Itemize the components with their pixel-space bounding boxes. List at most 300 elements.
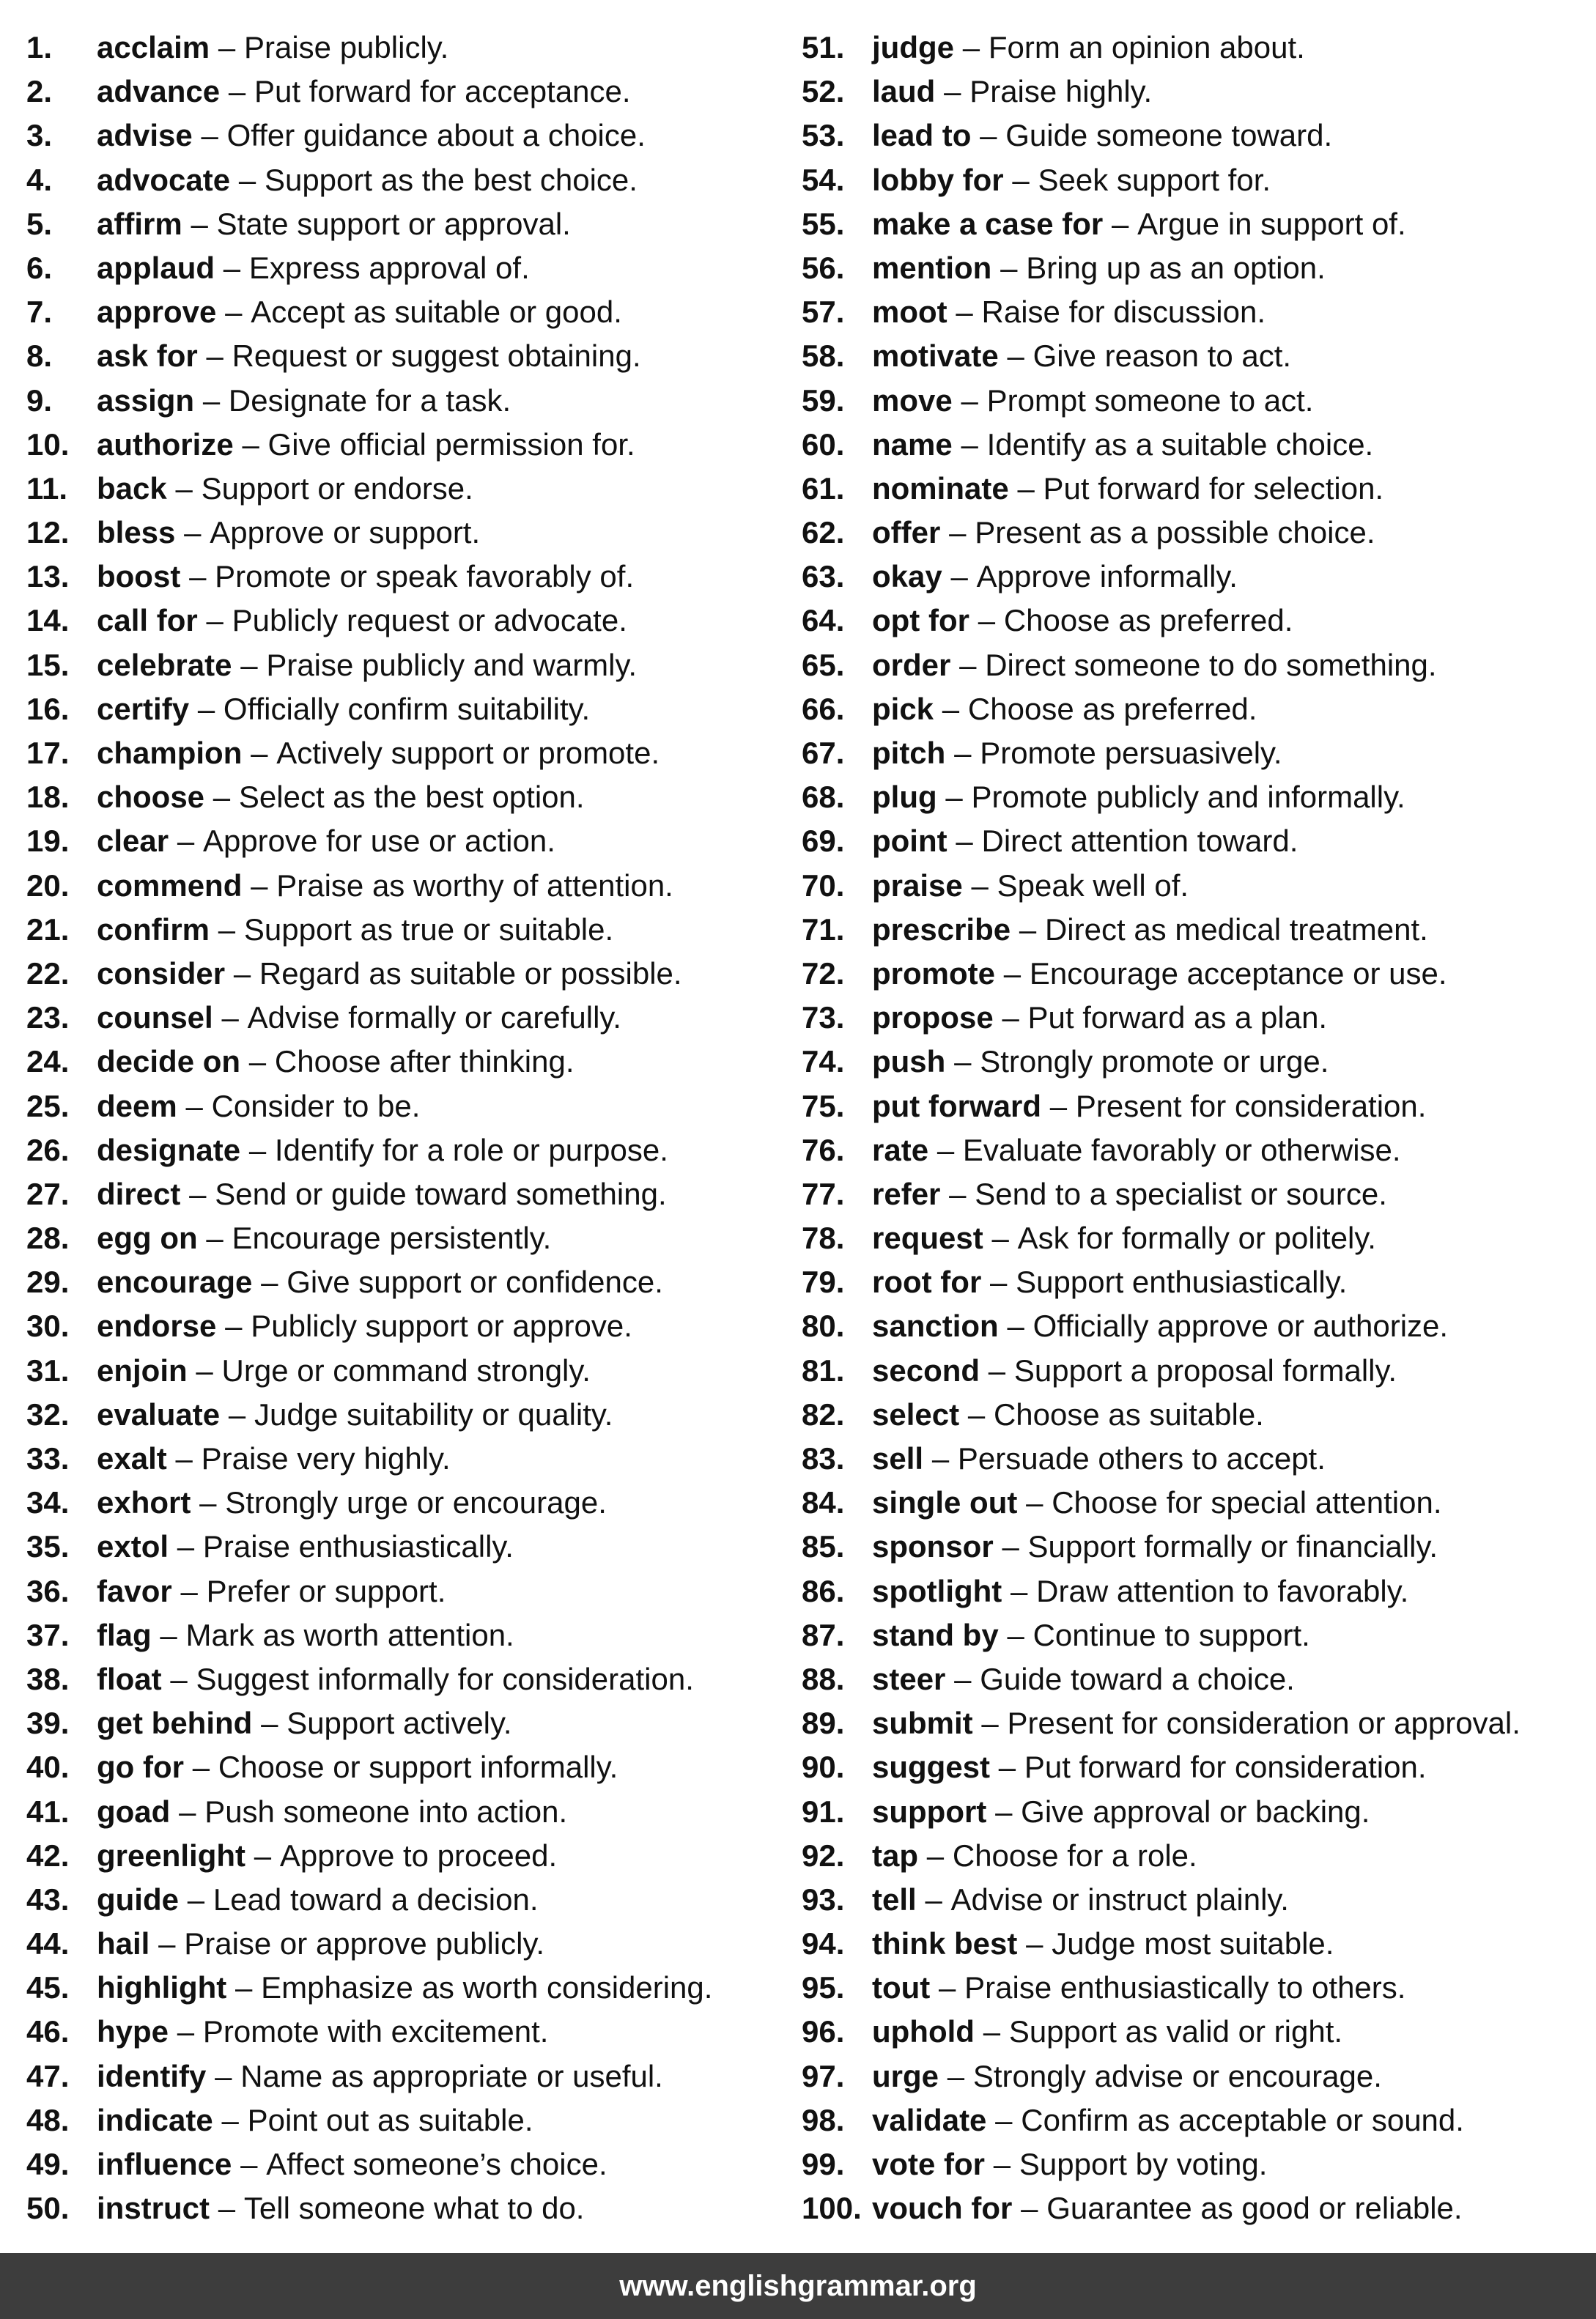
- list-item: [26, 114, 802, 158]
- list-item: [26, 202, 802, 246]
- item-definition: Praise enthusiastically to others.: [964, 1970, 1406, 2005]
- word-list: [26, 26, 1573, 2230]
- item-word: advise: [97, 118, 193, 153]
- item-definition: Choose after thinking.: [274, 1044, 575, 1079]
- item-definition: Argue in support of.: [1137, 206, 1406, 241]
- item-separator: –: [225, 1309, 243, 1344]
- item-number: 88.: [802, 1661, 845, 1696]
- item-definition: Express approval of.: [248, 250, 530, 285]
- item-word: clear: [97, 824, 169, 859]
- item-definition: Select as the best option.: [238, 780, 585, 815]
- item-number: 68.: [802, 780, 845, 815]
- list-item: [802, 599, 1571, 643]
- item-definition: Encourage acceptance or use.: [1029, 955, 1447, 991]
- list-item: [26, 1613, 802, 1657]
- item-definition: Evaluate favorably or otherwise.: [962, 1132, 1401, 1167]
- item-number: 96.: [802, 2014, 845, 2049]
- item-separator: –: [945, 780, 963, 815]
- item-definition: Confirm as acceptable or sound.: [1021, 2102, 1464, 2137]
- item-separator: –: [971, 868, 989, 903]
- item-definition: Praise publicly.: [243, 30, 449, 64]
- item-separator: –: [233, 955, 251, 991]
- item-number: 23.: [26, 1000, 70, 1035]
- item-separator: –: [950, 559, 968, 594]
- list-item: [802, 114, 1571, 158]
- item-word: celebrate: [97, 647, 232, 682]
- item-definition: State support or approval.: [216, 206, 571, 241]
- item-definition: Persuade others to accept.: [957, 1441, 1326, 1476]
- item-definition: Praise publicly and warmly.: [266, 647, 638, 682]
- item-definition: Actively support or promote.: [276, 736, 660, 770]
- list-item: [802, 1878, 1571, 1922]
- list-item: [802, 334, 1571, 378]
- item-number: 35.: [26, 1529, 70, 1564]
- item-word: moot: [872, 295, 947, 330]
- item-number: 1.: [26, 30, 53, 64]
- item-separator: –: [1003, 955, 1021, 991]
- list-item: [26, 1569, 802, 1613]
- item-number: 72.: [802, 955, 845, 991]
- item-number: 31.: [26, 1353, 70, 1388]
- item-definition: Choose for a role.: [952, 1838, 1197, 1873]
- list-item: [802, 996, 1571, 1040]
- item-word: think best: [872, 1926, 1018, 1961]
- item-separator: –: [1012, 162, 1030, 197]
- item-definition: Give official permission for.: [267, 426, 635, 462]
- item-separator: –: [936, 1132, 955, 1167]
- item-number: 15.: [26, 647, 70, 682]
- list-item: [26, 2054, 802, 2098]
- item-number: 97.: [802, 2058, 845, 2093]
- item-definition: Choose or support informally.: [218, 1750, 618, 1785]
- item-number: 53.: [802, 118, 845, 153]
- item-definition: Put forward for acceptance.: [254, 74, 631, 109]
- item-word: spotlight: [872, 1573, 1002, 1608]
- item-word: okay: [872, 559, 942, 594]
- item-number: 14.: [26, 603, 70, 638]
- item-separator: –: [179, 1794, 196, 1829]
- item-separator: –: [944, 74, 961, 109]
- item-definition: Support formally or financially.: [1027, 1529, 1438, 1564]
- item-word: acclaim: [97, 30, 210, 64]
- item-word: endorse: [97, 1309, 217, 1344]
- item-separator: –: [1111, 206, 1129, 241]
- item-separator: –: [961, 426, 978, 462]
- item-definition: Emphasize as worth considering.: [261, 1970, 713, 2005]
- item-word: laud: [872, 74, 936, 109]
- list-item: [26, 643, 802, 687]
- item-definition: Prefer or support.: [206, 1573, 446, 1608]
- item-number: 19.: [26, 824, 70, 859]
- list-item: [802, 158, 1571, 202]
- item-separator: –: [1007, 339, 1024, 374]
- item-separator: –: [228, 74, 246, 109]
- list-item: [802, 643, 1571, 687]
- item-separator: –: [218, 30, 236, 64]
- list-item: [802, 1128, 1571, 1172]
- list-item: [26, 2186, 802, 2230]
- item-word: urge: [872, 2058, 939, 2093]
- list-item: [802, 1966, 1571, 2010]
- item-definition: Strongly advise or encourage.: [972, 2058, 1382, 2093]
- item-word: lobby for: [872, 162, 1004, 197]
- item-separator: –: [221, 1000, 239, 1035]
- item-word: select: [872, 1397, 960, 1432]
- item-word: hype: [97, 2014, 169, 2049]
- item-separator: –: [988, 1353, 1006, 1388]
- item-word: commend: [97, 868, 243, 903]
- item-separator: –: [981, 1706, 999, 1741]
- item-separator: –: [215, 2058, 232, 2093]
- item-word: steer: [872, 1661, 946, 1696]
- item-word: tell: [872, 1882, 917, 1917]
- item-separator: –: [160, 1617, 177, 1652]
- item-definition: Support as valid or right.: [1008, 2014, 1343, 2049]
- item-number: 29.: [26, 1265, 70, 1300]
- item-definition: Present as a possible choice.: [975, 515, 1375, 550]
- item-definition: Continue to support.: [1032, 1617, 1310, 1652]
- item-word: pick: [872, 691, 934, 726]
- item-separator: –: [192, 1750, 210, 1785]
- item-definition: Praise or approve publicly.: [184, 1926, 545, 1961]
- item-word: tap: [872, 1838, 918, 1873]
- item-definition: Guarantee as good or reliable.: [1046, 2191, 1463, 2226]
- item-definition: Put forward as a plan.: [1027, 1000, 1328, 1035]
- list-item: [802, 2142, 1571, 2186]
- item-number: 7.: [26, 295, 53, 330]
- list-item: [26, 334, 802, 378]
- item-definition: Support or endorse.: [201, 470, 473, 506]
- item-word: hail: [97, 1926, 150, 1961]
- item-number: 8.: [26, 339, 53, 374]
- list-item: [26, 819, 802, 863]
- item-word: decide on: [97, 1044, 241, 1079]
- item-number: 28.: [26, 1221, 70, 1256]
- item-number: 56.: [802, 250, 845, 285]
- item-separator: –: [947, 2058, 965, 2093]
- item-separator: –: [206, 1221, 223, 1256]
- item-definition: Praise highly.: [969, 74, 1153, 109]
- list-item: [802, 379, 1571, 423]
- item-word: sell: [872, 1441, 924, 1476]
- item-number: 66.: [802, 691, 845, 726]
- item-number: 47.: [26, 2058, 70, 2093]
- item-number: 57.: [802, 295, 845, 330]
- item-separator: –: [1049, 1088, 1068, 1123]
- item-number: 63.: [802, 559, 845, 594]
- item-definition: Officially approve or authorize.: [1032, 1309, 1449, 1344]
- item-number: 69.: [802, 824, 845, 859]
- item-separator: –: [925, 1882, 942, 1917]
- item-word: encourage: [97, 1265, 253, 1300]
- item-separator: –: [990, 1265, 1008, 1300]
- item-separator: –: [954, 1044, 972, 1079]
- item-separator: –: [242, 426, 259, 462]
- item-number: 17.: [26, 736, 70, 770]
- item-number: 75.: [802, 1088, 845, 1123]
- item-word: approve: [97, 295, 217, 330]
- item-word: sanction: [872, 1309, 999, 1344]
- item-separator: –: [248, 1044, 267, 1079]
- item-number: 32.: [26, 1397, 70, 1432]
- item-number: 61.: [802, 470, 845, 506]
- list-item: [26, 555, 802, 599]
- item-word: deem: [97, 1088, 177, 1123]
- item-number: 16.: [26, 691, 70, 726]
- item-word: boost: [97, 559, 181, 594]
- item-number: 50.: [26, 2191, 70, 2226]
- item-word: submit: [872, 1706, 973, 1741]
- list-item: [802, 1834, 1571, 1878]
- item-word: instruct: [97, 2191, 210, 2226]
- item-definition: Raise for discussion.: [981, 295, 1266, 330]
- item-separator: –: [187, 1882, 205, 1917]
- item-word: suggest: [872, 1750, 991, 1785]
- item-separator: –: [1011, 1573, 1028, 1608]
- item-separator: –: [261, 1265, 278, 1300]
- list-item: [26, 379, 802, 423]
- list-item: [26, 2142, 802, 2186]
- list-item: [802, 1481, 1571, 1525]
- item-word: offer: [872, 515, 941, 550]
- list-item: [802, 1569, 1571, 1613]
- list-item: [26, 70, 802, 114]
- item-word: validate: [872, 2102, 987, 2137]
- item-word: float: [97, 1661, 162, 1696]
- list-item: [802, 246, 1571, 290]
- item-word: affirm: [97, 206, 182, 241]
- item-word: egg on: [97, 1221, 198, 1256]
- item-number: 41.: [26, 1794, 70, 1829]
- list-item: [26, 687, 802, 731]
- item-definition: Designate for a task.: [228, 382, 511, 418]
- item-separator: –: [993, 2147, 1011, 2181]
- item-definition: Choose as preferred.: [967, 691, 1257, 726]
- item-word: tout: [872, 1970, 931, 2005]
- item-separator: –: [248, 1132, 267, 1167]
- item-number: 58.: [802, 339, 845, 374]
- item-definition: Promote publicly and informally.: [971, 780, 1405, 815]
- item-definition: Send to a specialist or source.: [975, 1176, 1387, 1211]
- list-item: [802, 1084, 1571, 1128]
- list-item: [802, 2098, 1571, 2142]
- item-separator: –: [978, 603, 996, 638]
- item-word: make a case for: [872, 206, 1104, 241]
- item-separator: –: [926, 1838, 945, 1873]
- item-number: 73.: [802, 1000, 845, 1035]
- item-word: pitch: [872, 736, 946, 770]
- item-separator: –: [223, 250, 241, 285]
- item-separator: –: [197, 691, 215, 726]
- list-item: [26, 467, 802, 511]
- item-word: flag: [97, 1617, 152, 1652]
- item-number: 55.: [802, 206, 845, 241]
- item-separator: –: [949, 1176, 967, 1211]
- list-item: [26, 2010, 802, 2054]
- item-number: 65.: [802, 647, 845, 682]
- item-number: 30.: [26, 1309, 70, 1344]
- item-word: vouch for: [872, 2191, 1013, 2226]
- item-separator: –: [218, 911, 236, 947]
- item-separator: –: [1007, 1617, 1024, 1652]
- item-number: 40.: [26, 1750, 70, 1785]
- item-word: advocate: [97, 162, 231, 197]
- item-number: 78.: [802, 1221, 845, 1256]
- item-number: 38.: [26, 1661, 70, 1696]
- list-item: [802, 2054, 1571, 2098]
- item-word: direct: [97, 1176, 181, 1211]
- item-number: 45.: [26, 1970, 70, 2005]
- item-separator: –: [995, 1794, 1013, 1829]
- item-number: 90.: [802, 1750, 845, 1785]
- item-word: refer: [872, 1176, 941, 1211]
- item-number: 39.: [26, 1706, 70, 1741]
- list-item: [802, 1790, 1571, 1834]
- list-item: [802, 1922, 1571, 1966]
- item-word: counsel: [97, 1000, 213, 1035]
- item-word: greenlight: [97, 1838, 246, 1873]
- list-item: [26, 1701, 802, 1745]
- item-word: indicate: [97, 2102, 213, 2137]
- list-item: [26, 158, 802, 202]
- item-definition: Support as true or suitable.: [243, 911, 614, 947]
- item-definition: Request or suggest obtaining.: [232, 339, 641, 374]
- item-separator: –: [956, 295, 973, 330]
- item-word: goad: [97, 1794, 171, 1829]
- list-item: [802, 1216, 1571, 1260]
- item-separator: –: [240, 647, 258, 682]
- item-separator: –: [1007, 1309, 1024, 1344]
- item-number: 51.: [802, 30, 845, 64]
- item-definition: Direct attention toward.: [981, 824, 1298, 859]
- item-word: nominate: [872, 470, 1009, 506]
- item-separator: –: [956, 824, 973, 859]
- item-word: request: [872, 1221, 983, 1256]
- item-number: 43.: [26, 1882, 70, 1917]
- item-number: 5.: [26, 206, 53, 241]
- list-item: [26, 1040, 802, 1084]
- item-number: 60.: [802, 426, 845, 462]
- list-item: [802, 70, 1571, 114]
- item-definition: Put forward for selection.: [1043, 470, 1384, 506]
- list-item: [26, 423, 802, 467]
- item-separator: –: [221, 2102, 239, 2137]
- item-number: 46.: [26, 2014, 70, 2049]
- list-item: [26, 731, 802, 775]
- item-word: go for: [97, 1750, 184, 1785]
- item-number: 12.: [26, 515, 70, 550]
- item-number: 9.: [26, 382, 53, 418]
- item-separator: –: [949, 515, 967, 550]
- list-item: [26, 1745, 802, 1789]
- item-number: 18.: [26, 780, 70, 815]
- list-item: [802, 467, 1571, 511]
- list-item: [802, 1393, 1571, 1437]
- item-definition: Promote with excitement.: [202, 2014, 549, 2049]
- item-word: ask for: [97, 339, 198, 374]
- item-word: identify: [97, 2058, 207, 2093]
- list-item: [802, 1040, 1571, 1084]
- item-definition: Ask for formally or politely.: [1017, 1221, 1376, 1256]
- item-word: applaud: [97, 250, 215, 285]
- item-number: 27.: [26, 1176, 70, 1211]
- footer-url[interactable]: www.englishgrammar.org: [619, 2269, 977, 2302]
- list-item: [26, 26, 802, 70]
- item-word: vote for: [872, 2147, 986, 2181]
- item-number: 83.: [802, 1441, 845, 1476]
- item-number: 77.: [802, 1176, 845, 1211]
- list-item: [802, 1613, 1571, 1657]
- item-number: 22.: [26, 955, 70, 991]
- item-separator: –: [998, 1750, 1016, 1785]
- item-number: 87.: [802, 1617, 845, 1652]
- item-word: extol: [97, 1529, 169, 1564]
- item-number: 81.: [802, 1353, 845, 1388]
- item-separator: –: [191, 206, 208, 241]
- list-item: [802, 2186, 1571, 2230]
- item-separator: –: [1019, 911, 1037, 947]
- item-number: 54.: [802, 162, 845, 197]
- footer-bar: [0, 2253, 1596, 2319]
- item-separator: –: [1000, 250, 1018, 285]
- list-item: [26, 1084, 802, 1128]
- item-separator: –: [184, 515, 202, 550]
- item-separator: –: [206, 603, 223, 638]
- item-number: 52.: [802, 74, 845, 109]
- list-item: [26, 1790, 802, 1834]
- item-separator: –: [954, 1661, 972, 1696]
- list-item: [802, 1525, 1571, 1569]
- item-word: bless: [97, 515, 176, 550]
- item-separator: –: [1021, 2191, 1038, 2226]
- item-definition: Strongly urge or encourage.: [225, 1485, 607, 1520]
- item-number: 11.: [26, 470, 68, 506]
- list-item: [802, 511, 1571, 555]
- item-number: 79.: [802, 1265, 845, 1300]
- list-item: [802, 290, 1571, 334]
- item-word: guide: [97, 1882, 179, 1917]
- item-word: uphold: [872, 2014, 975, 2049]
- item-number: 95.: [802, 1970, 845, 2005]
- item-word: prescribe: [872, 911, 1011, 947]
- item-separator: –: [1002, 1529, 1019, 1564]
- item-definition: Lead toward a decision.: [213, 1882, 539, 1917]
- item-definition: Bring up as an option.: [1026, 250, 1326, 285]
- item-definition: Accept as suitable or good.: [251, 295, 622, 330]
- item-number: 36.: [26, 1573, 70, 1608]
- list-item: [26, 246, 802, 290]
- list-item: [26, 908, 802, 952]
- item-word: order: [872, 647, 951, 682]
- item-word: move: [872, 382, 953, 418]
- list-item: [26, 2098, 802, 2142]
- item-word: propose: [872, 1000, 994, 1035]
- item-separator: –: [189, 559, 207, 594]
- item-separator: –: [967, 1397, 986, 1432]
- item-number: 100.: [802, 2191, 862, 2226]
- list-item: [26, 1878, 802, 1922]
- item-definition: Guide toward a choice.: [980, 1661, 1295, 1696]
- item-definition: Direct someone to do something.: [985, 647, 1437, 682]
- item-word: advance: [97, 74, 221, 109]
- item-separator: –: [939, 1970, 956, 2005]
- item-definition: Direct as medical treatment.: [1044, 911, 1428, 947]
- list-item: [26, 1922, 802, 1966]
- item-separator: –: [199, 1485, 217, 1520]
- list-item: [802, 775, 1571, 819]
- item-number: 80.: [802, 1309, 845, 1344]
- item-number: 99.: [802, 2147, 845, 2181]
